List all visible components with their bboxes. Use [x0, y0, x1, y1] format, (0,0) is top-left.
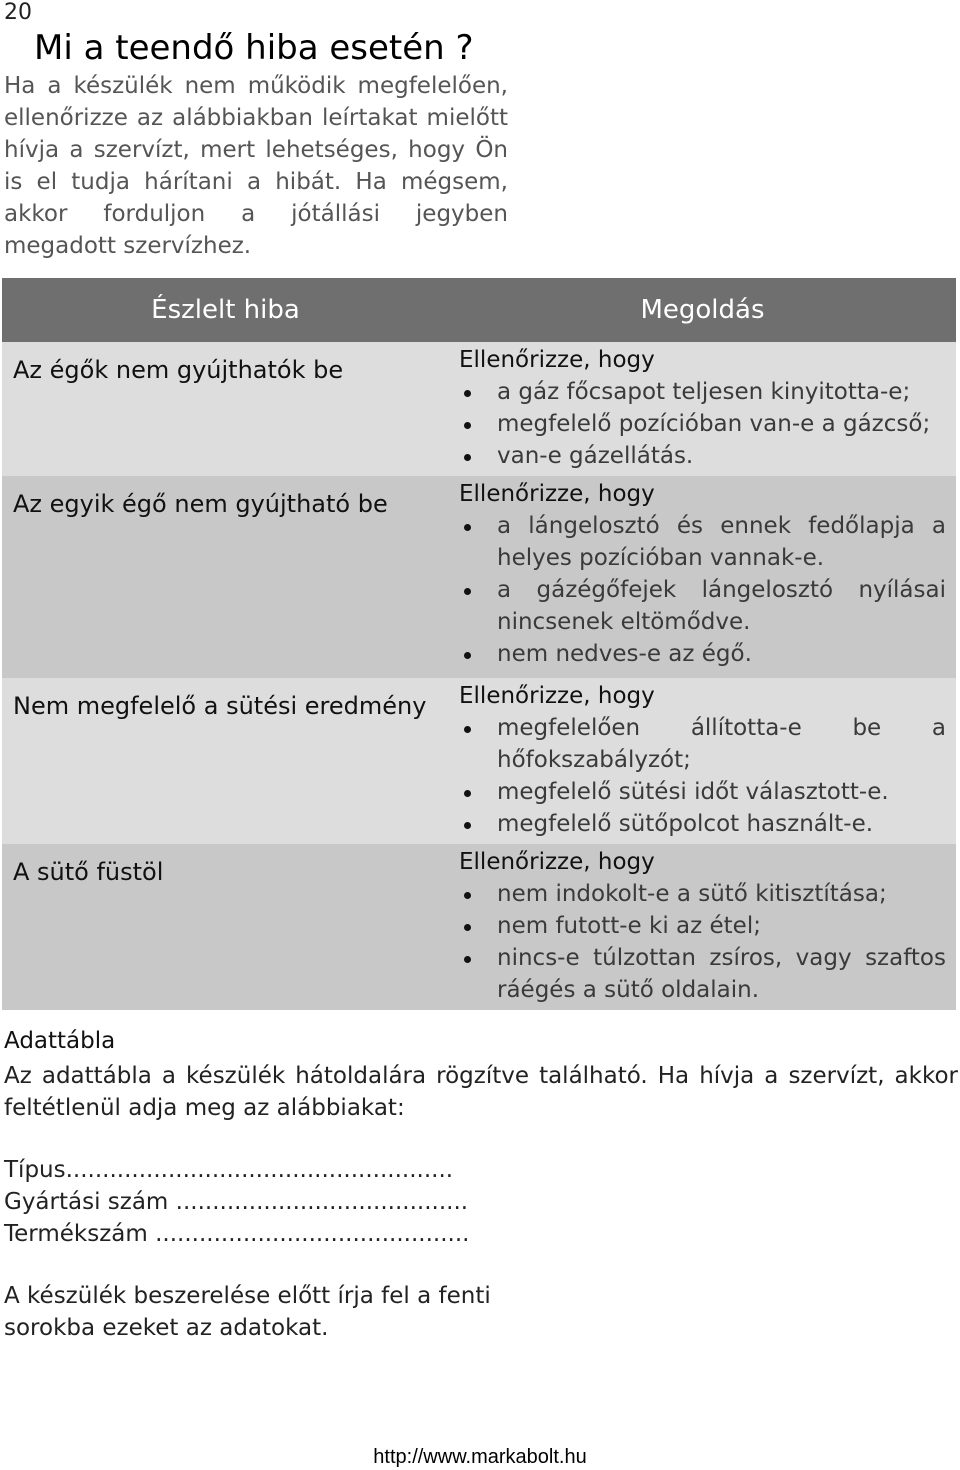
install-note: A készülék beszerelése előtt írja fel a fenti sorokba ezeket az adatokat.	[4, 1283, 491, 1341]
data-fields	[4, 1154, 469, 1250]
field-product-number: Termékszám ...........................................	[4, 1221, 470, 1247]
solution-list	[459, 712, 946, 840]
problem-cell: A sütő füstöl	[2, 844, 449, 1010]
list-item: nincs-e túlzottan zsíros, vagy szaftos ráégés a sütő oldalain.	[459, 942, 946, 1006]
problem-cell: Az egyik égő nem gyújtható be	[2, 476, 449, 678]
solution-cell	[449, 844, 956, 1010]
table-row	[2, 476, 956, 678]
page-title: Mi a teendő hiba esetén ?	[34, 28, 474, 68]
list-item: nem indokolt-e a sütő kitisztítása;	[459, 878, 946, 910]
list-item: nem nedves-e az égő.	[459, 638, 946, 670]
problem-cell: Az égők nem gyújthatók be	[2, 342, 449, 476]
list-item: megfelelően állította-e be a hőfokszabályzót;	[459, 712, 946, 776]
list-item: a lángelosztó és ennek fedőlapja a helyes pozícióban vannak-e.	[459, 510, 946, 574]
list-item: megfelelő pozícióban van-e a gázcső;	[459, 408, 946, 440]
list-item: megfelelő sütőpolcot használt-e.	[459, 808, 946, 840]
list-item: van-e gázellátás.	[459, 440, 946, 472]
solution-heading: Ellenőrizze, hogy	[459, 849, 655, 875]
troubleshooting-table	[2, 278, 956, 1010]
header-problem: Észlelt hiba	[2, 278, 449, 342]
table-row	[2, 342, 956, 476]
page-number: 20	[4, 0, 32, 25]
solution-cell	[449, 476, 956, 678]
problem-cell: Nem megfelelő a sütési eredmény	[2, 678, 449, 844]
section-title-adattabla: Adattábla	[4, 1028, 116, 1054]
list-item: megfelelő sütési időt választott-e.	[459, 776, 946, 808]
list-item: nem futott-e ki az étel;	[459, 910, 946, 942]
list-item: a gázégőfejek lángelosztó nyílásai nincsenek eltömődve.	[459, 574, 946, 638]
solution-heading: Ellenőrizze, hogy	[459, 683, 655, 709]
list-item: a gáz főcsapot teljesen kinyitotta-e;	[459, 376, 946, 408]
solution-heading: Ellenőrizze, hogy	[459, 481, 655, 507]
solution-list	[459, 376, 946, 472]
header-solution: Megoldás	[449, 278, 956, 342]
intro-paragraph: Ha a készülék nem működik megfelelően, ellenőrizze az alábbiakban leírtakat mielőtt hívja a szervízt, mert lehetséges, hogy Ön is el tudja hárítani a hibát. Ha mégsem, akkor forduljon a jótállási jegyben megadott szervízhez.	[4, 73, 508, 259]
field-serial-number: Gyártási szám ........................................	[4, 1189, 469, 1215]
table-header-row	[2, 278, 956, 342]
solution-cell	[449, 342, 956, 476]
field-type: Típus.....................................................	[4, 1157, 454, 1183]
adattabla-paragraph: Az adattábla a készülék hátoldalára rögzítve található. Ha hívja a szervízt, akkor feltétlenül adja meg az alábbiakat:	[4, 1063, 958, 1121]
footer-url: http://www.markabolt.hu	[373, 1446, 587, 1468]
solution-list	[459, 878, 946, 1006]
solution-cell	[449, 678, 956, 844]
table-row	[2, 678, 956, 844]
solution-list	[459, 510, 946, 670]
solution-heading: Ellenőrizze, hogy	[459, 347, 655, 373]
table-row	[2, 844, 956, 1010]
